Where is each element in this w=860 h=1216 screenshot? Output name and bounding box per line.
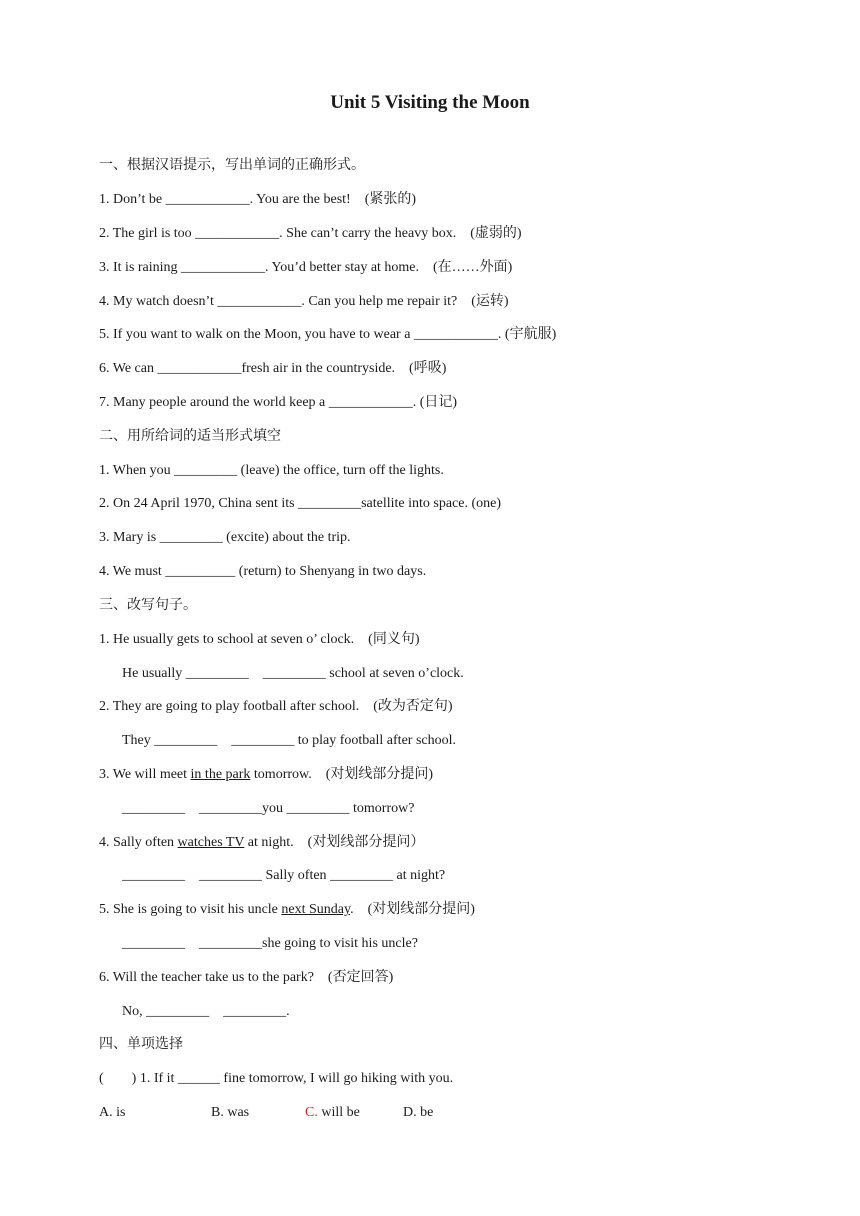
- section-3-answer-1: He usually _________ _________ school at seven o’clock.: [122, 666, 464, 681]
- section-4-options-row: [99, 1103, 433, 1123]
- section-3-question-4: [99, 833, 424, 853]
- section-2-item-4: 4. We must __________ (return) to Shenyang in two days.: [99, 564, 427, 579]
- option-c-text: will be: [317, 1105, 360, 1120]
- section-3-answer-2: They _________ _________ to play football after school.: [122, 733, 456, 748]
- section-3-question-6: 6. Will the teacher take us to the park? (否定回答): [99, 970, 394, 985]
- section-1-item-2: 2. The girl is too ____________. She can’t carry the heavy box. (虚弱的): [99, 226, 522, 241]
- section-4-question-1: ( ) 1. If it ______ fine tomorrow, I will go hiking with you.: [99, 1071, 454, 1086]
- section-4-heading: 四、单项选择: [99, 1037, 183, 1052]
- section-1-item-6: 6. We can ____________fresh air in the countryside. (呼吸): [99, 361, 447, 376]
- option-b: B. was: [211, 1105, 250, 1120]
- section-1-item-7: 7. Many people around the world keep a ____________. (日记): [99, 395, 458, 410]
- option-c-letter: C.: [305, 1105, 318, 1120]
- q5-prefix: 5. She is going to visit his uncle: [99, 902, 282, 917]
- q4-prefix: 4. Sally often: [99, 835, 178, 850]
- section-3-question-5: [99, 900, 475, 920]
- section-3-question-1: 1. He usually gets to school at seven o’ clock. (同义句): [99, 632, 420, 647]
- section-1-item-5: 5. If you want to walk on the Moon, you have to wear a ____________. (宇航服): [99, 327, 557, 342]
- q3-underlined-phrase: in the park: [190, 767, 251, 782]
- section-1-item-4: 4. My watch doesn’t ____________. Can you help me repair it? (运转): [99, 294, 509, 309]
- q4-underlined-phrase: watches TV: [177, 835, 245, 850]
- section-3-answer-3: _________ _________you _________ tomorrow?: [122, 801, 415, 816]
- section-3-heading: 三、改写句子。: [99, 598, 197, 613]
- section-2-item-2: 2. On 24 April 1970, China sent its _________satellite into space. (one): [99, 496, 502, 511]
- q3-prefix: 3. We will meet: [99, 767, 191, 782]
- section-1-item-1: 1. Don’t be ____________. You are the best! (紧张的): [99, 192, 417, 207]
- section-1-item-3: 3. It is raining ____________. You’d better stay at home. (在……外面): [99, 260, 513, 275]
- section-3-question-2: 2. They are going to play football after school. (改为否定句): [99, 699, 453, 714]
- option-a: A. is: [99, 1105, 126, 1120]
- q3-suffix: tomorrow. (对划线部分提问): [250, 767, 434, 782]
- page-title: Unit 5 Visiting the Moon: [330, 92, 530, 113]
- q5-underlined-phrase: next Sunday: [281, 902, 351, 917]
- section-2-heading: 二、用所给词的适当形式填空: [99, 429, 281, 444]
- option-c: [305, 1103, 403, 1123]
- q4-suffix: at night. (对划线部分提问）: [244, 835, 425, 850]
- section-2-item-1: 1. When you _________ (leave) the office, turn off the lights.: [99, 463, 444, 478]
- section-3-answer-5: _________ _________she going to visit his uncle?: [122, 936, 418, 951]
- section-1-heading: 一、根据汉语提示，写出单词的正确形式。: [99, 158, 365, 173]
- option-d: D. be: [403, 1105, 434, 1120]
- section-2-item-3: 3. Mary is _________ (excite) about the trip.: [99, 530, 351, 545]
- section-3-answer-4: _________ _________ Sally often _________ at night?: [122, 868, 446, 883]
- section-3-question-3: [99, 765, 433, 785]
- section-3-answer-6: No, _________ _________.: [122, 1004, 290, 1019]
- q5-suffix: . (对划线部分提问): [350, 902, 475, 917]
